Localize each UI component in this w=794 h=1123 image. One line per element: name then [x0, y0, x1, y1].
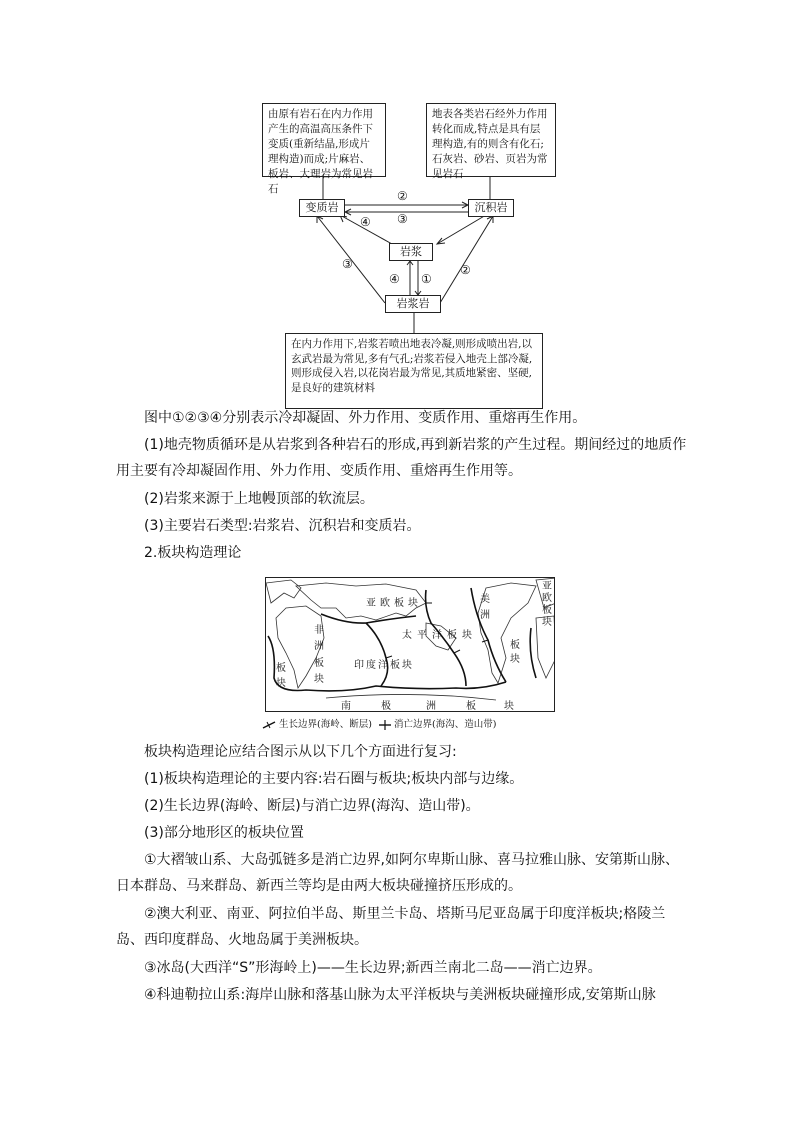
plate-map	[265, 577, 555, 712]
map-label-eurasia-right-4: 块	[542, 617, 552, 628]
map-label-antarctic-3: 洲	[426, 701, 436, 712]
subduction-boundary-icon	[379, 720, 391, 730]
map-label-eurasia-right-2: 欧	[542, 593, 552, 604]
paragraph-crust-cycle: (1)地壳物质循环是从岩浆到各种岩石的形成,再到新岩浆的产生过程。期间经过的地质作用主要有冷却凝固作用、外力作用、变质作用、重熔再生作用等。	[116, 437, 687, 479]
label-2-top: ②	[397, 189, 408, 203]
paragraph-fold-mountains: ①大褶皱山系、大岛弧链多是消亡边界,如阿尔卑斯山脉、喜马拉雅山脉、安第斯山脉、日本群岛、马来群岛、新西兰等均是由两大板块碰撞挤压形成的。	[116, 852, 679, 894]
map-label-eurasia-right-1: 亚	[542, 581, 552, 592]
map-label-americas-left-1: 板	[276, 663, 286, 674]
map-label-eurasia: 亚欧板块	[366, 598, 422, 609]
paragraph-theory-main: (1)板块构造理论的主要内容:岩石圈与板块;板块内部与边缘。	[144, 771, 524, 787]
map-label-americas-right-4: 块	[510, 654, 520, 665]
paragraph-legend-meaning: 图中①②③④分别表示冷却凝固、外力作用、变质作用、重熔再生作用。	[144, 410, 587, 426]
map-label-eurasia-right-3: 板	[542, 605, 552, 616]
map-label-antarctic-4: 板	[466, 701, 476, 712]
label-3-left: ③	[342, 257, 353, 271]
map-label-americas-right-2: 洲	[480, 610, 490, 621]
magma-node: 岩浆	[389, 243, 433, 261]
plate-map-legend	[262, 716, 562, 730]
map-label-americas-left-2: 块	[276, 678, 286, 689]
label-2-right: ②	[460, 263, 471, 277]
label-4-center: ④	[389, 272, 400, 286]
paragraph-magma-source: (2)岩浆来源于上地幔顶部的软流层。	[144, 491, 374, 507]
metamorphic-description-box: 由原有岩石在内力作用产生的高温高压条件下变质(重新结晶,形成片理构造)而成;片麻岩、板岩、大理岩为常见岩石	[262, 103, 386, 177]
legend-growth-label: 生长边界(海岭、断层)	[279, 719, 372, 730]
map-label-americas-right-3: 板	[510, 640, 520, 651]
map-label-antarctic-5: 块	[504, 701, 514, 712]
label-1-center: ①	[421, 272, 432, 286]
paragraph-boundaries: (2)生长边界(海岭、断层)与消亡边界(海沟、造山带)。	[144, 798, 480, 814]
rock-cycle-diagram	[0, 0, 794, 400]
label-4-mid: ④	[360, 215, 371, 229]
sedimentary-description-box: 地表各类岩石经外力作用转化而成,特点是具有层理构造,有的则含有化石;石灰岩、砂岩、页岩为常见岩石	[426, 103, 556, 177]
paragraph-review-intro: 板块构造理论应结合图示从以下几个方面进行复习:	[144, 744, 457, 760]
metamorphic-rock-node: 变质岩	[299, 199, 345, 217]
map-label-antarctic-2: 极	[381, 701, 391, 712]
map-label-africa-3: 板	[314, 658, 324, 669]
growth-boundary-icon	[262, 720, 276, 730]
sedimentary-rock-node: 沉积岩	[468, 199, 514, 217]
legend-subduction-label: 消亡边界(海沟、造山带)	[394, 719, 497, 730]
igneous-description-box: 在内力作用下,岩浆若喷出地表冷凝,则形成喷出岩,以玄武岩最为常见,多有气孔;岩浆若侵入地壳上部冷凝,则形成侵入岩,以花岗岩最为常见,其质地紧密、坚硬,是良好的建筑材料	[285, 333, 543, 409]
paragraph-rock-types: (3)主要岩石类型:岩浆岩、沉积岩和变质岩。	[144, 518, 421, 534]
map-label-americas-right-1: 美	[480, 594, 490, 605]
map-label-pacific: 太平洋板块	[402, 630, 477, 641]
map-label-antarctic-1: 南	[341, 701, 351, 712]
paragraph-plate-membership: ②澳大利亚、南亚、阿拉伯半岛、斯里兰卡岛、塔斯马尼亚岛属于印度洋板块;格陵兰岛、西印度群岛、火地岛属于美洲板块。	[116, 906, 666, 948]
paragraph-cordillera: ④科迪勒拉山系:海岸山脉和落基山脉为太平洋板块与美洲板块碰撞形成,安第斯山脉	[144, 987, 656, 1003]
label-3-mid: ③	[397, 212, 408, 226]
paragraph-landform-plates: (3)部分地形区的板块位置	[144, 825, 304, 841]
map-label-africa-4: 块	[314, 674, 324, 685]
section-heading-plate-tectonics: 2.板块构造理论	[144, 545, 242, 561]
igneous-rock-node: 岩浆岩	[385, 295, 441, 313]
paragraph-iceland: ③冰岛(大西洋“S”形海岭上)——生长边界;新西兰南北二岛——消亡边界。	[144, 960, 602, 976]
map-label-africa-2: 洲	[314, 641, 324, 652]
map-label-africa-1: 非	[314, 625, 324, 636]
map-label-indian: 印度洋板块	[354, 660, 414, 671]
